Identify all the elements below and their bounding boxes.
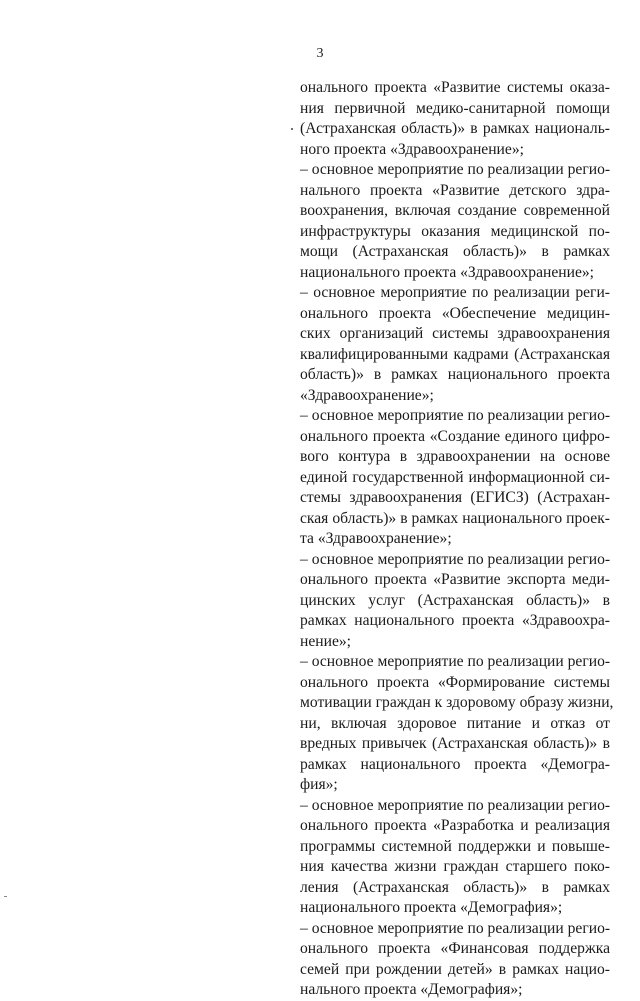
text-line: ская область)» в рамках национального проек- [300,509,610,527]
text-line: национального проекта «Демография»; [300,899,563,916]
text-line: вого контура в здравоохранении на основе [300,448,610,465]
text-line: ния первичной медико-санитарной помощи [300,99,610,117]
text-line: нального проекта «Демография»; [300,981,523,998]
scan-mark [4,896,7,897]
text-line: квалифицированными кадрами (Астраханская [300,345,610,363]
text-line: область)» в рамках национального проекта [300,366,610,383]
text-line: онального проекта «Развитие системы оказа- [300,79,610,96]
text-line: – основное мероприятие по реализации регио- [300,796,611,814]
text-line: рамках национального проекта «Здравоохра- [300,612,610,629]
text-line: нального проекта «Развитие детского здра- [300,181,610,199]
text-line: онального проекта «Финансовая поддержка [300,940,610,957]
text-line: «Здравоохранение»; [300,386,434,404]
text-line: – основное мероприятие по реализации регио- [300,407,611,424]
scan-dot [291,128,293,130]
text-line: ских организаций системы здравоохранения [300,325,610,342]
text-line: та «Здравоохранение»; [300,530,452,547]
text-line: ния качества жизни граждан старшего поко- [300,858,610,875]
text-line: ления (Астраханская область)» в рамках [300,878,610,896]
text-line: единой государственной информационной си- [300,468,610,486]
text-line: воохранения, включая создание современной [300,202,610,219]
text-line: – основное мероприятие по реализации регио- [300,653,611,670]
text-line: онального проекта «Обеспечение медицин- [300,304,610,322]
text-line: рамках национального проекта «Демогра- [300,755,610,773]
text-line: инфраструктуры оказания медицинской по- [300,222,610,240]
text-line: онального проекта «Формирование системы [300,673,610,691]
text-line: фия»; [300,776,338,793]
text-line: мотивации граждан к здоровому образу жизни, [300,694,614,711]
text-line: нение»; [300,632,352,650]
text-line: национального проекта «Здравоохранение»; [300,263,594,281]
text-line: мощи (Астраханская область)» в рамках [300,243,610,260]
text-line: – основное мероприятие по реализации регио- [300,919,611,937]
text-line: (Астраханская область)» в рамках националь- [300,120,610,137]
text-line: онального проекта «Создание единого цифро- [300,427,610,445]
text-line: цинских услуг (Астраханская область)» в [300,591,610,609]
text-column [300,78,614,1001]
text-line: онального проекта «Разработка и реализация [300,817,610,834]
text-line: – основное мероприятие по реализации регио- [300,550,611,568]
text-line: онального проекта «Развитие экспорта меди- [300,571,610,588]
text-line: ного проекта «Здравоохранение»; [300,140,524,158]
text-line: вредных привычек (Астраханская область)» в [300,735,610,752]
text-line: семей при рождении детей» в рамках нацио- [300,960,610,978]
text-line: программы системной поддержки и повыше- [300,837,610,855]
page-number: 3 [316,46,324,61]
text-line: – основное мероприятие по реализации реги- [300,284,610,301]
text-line: ни, включая здоровое питание и отказ от [300,714,610,732]
text-line: стемы здравоохранения (ЕГИСЗ) (Астрахан- [300,489,610,506]
text-line: – основное мероприятие по реализации регио- [300,161,611,178]
